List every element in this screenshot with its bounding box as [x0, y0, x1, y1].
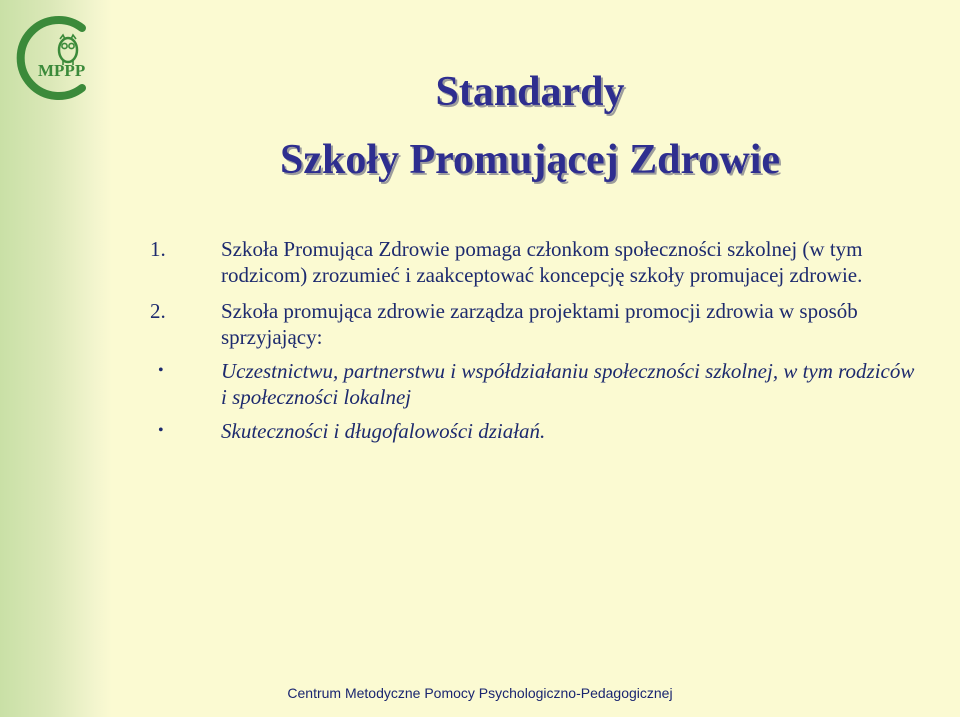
standards-list	[150, 236, 920, 444]
logo-mark	[12, 14, 96, 102]
bullet-icon: •	[158, 422, 164, 439]
list-item-text: Szkoła Promująca Zdrowie pomaga członkom społeczności szkolnej (w tym rodzicom) zrozumieć i zaakceptować koncepcję szkoły promujacej zdrowie.	[221, 237, 863, 287]
list-item-text: Skuteczności i długofalowości działań.	[221, 419, 546, 443]
list-item	[150, 298, 920, 350]
list-number: 2.	[150, 299, 166, 323]
list-item	[150, 236, 920, 288]
list-item-text: Uczestnictwu, partnerstwu i współdziałaniu społeczności szkolnej, w tym rodziców i społeczności lokalnej	[221, 359, 915, 409]
list-item	[150, 418, 920, 444]
page-title: Standardy	[435, 69, 625, 115]
list-item	[150, 358, 920, 410]
list-item-text: Szkoła promująca zdrowie zarządza projektami promocji zdrowia w sposób sprzyjający:	[221, 299, 858, 349]
footer-text: Centrum Metodyczne Pomocy Psychologiczno-Pedagogicznej	[287, 685, 673, 701]
bullet-icon: •	[158, 362, 164, 379]
list-number: 1.	[150, 237, 166, 261]
logo	[12, 14, 96, 102]
logo-text: MPPP	[38, 61, 86, 80]
page-subtitle: Szkoły Promującej Zdrowie	[279, 137, 781, 183]
left-gradient-band	[0, 0, 112, 717]
